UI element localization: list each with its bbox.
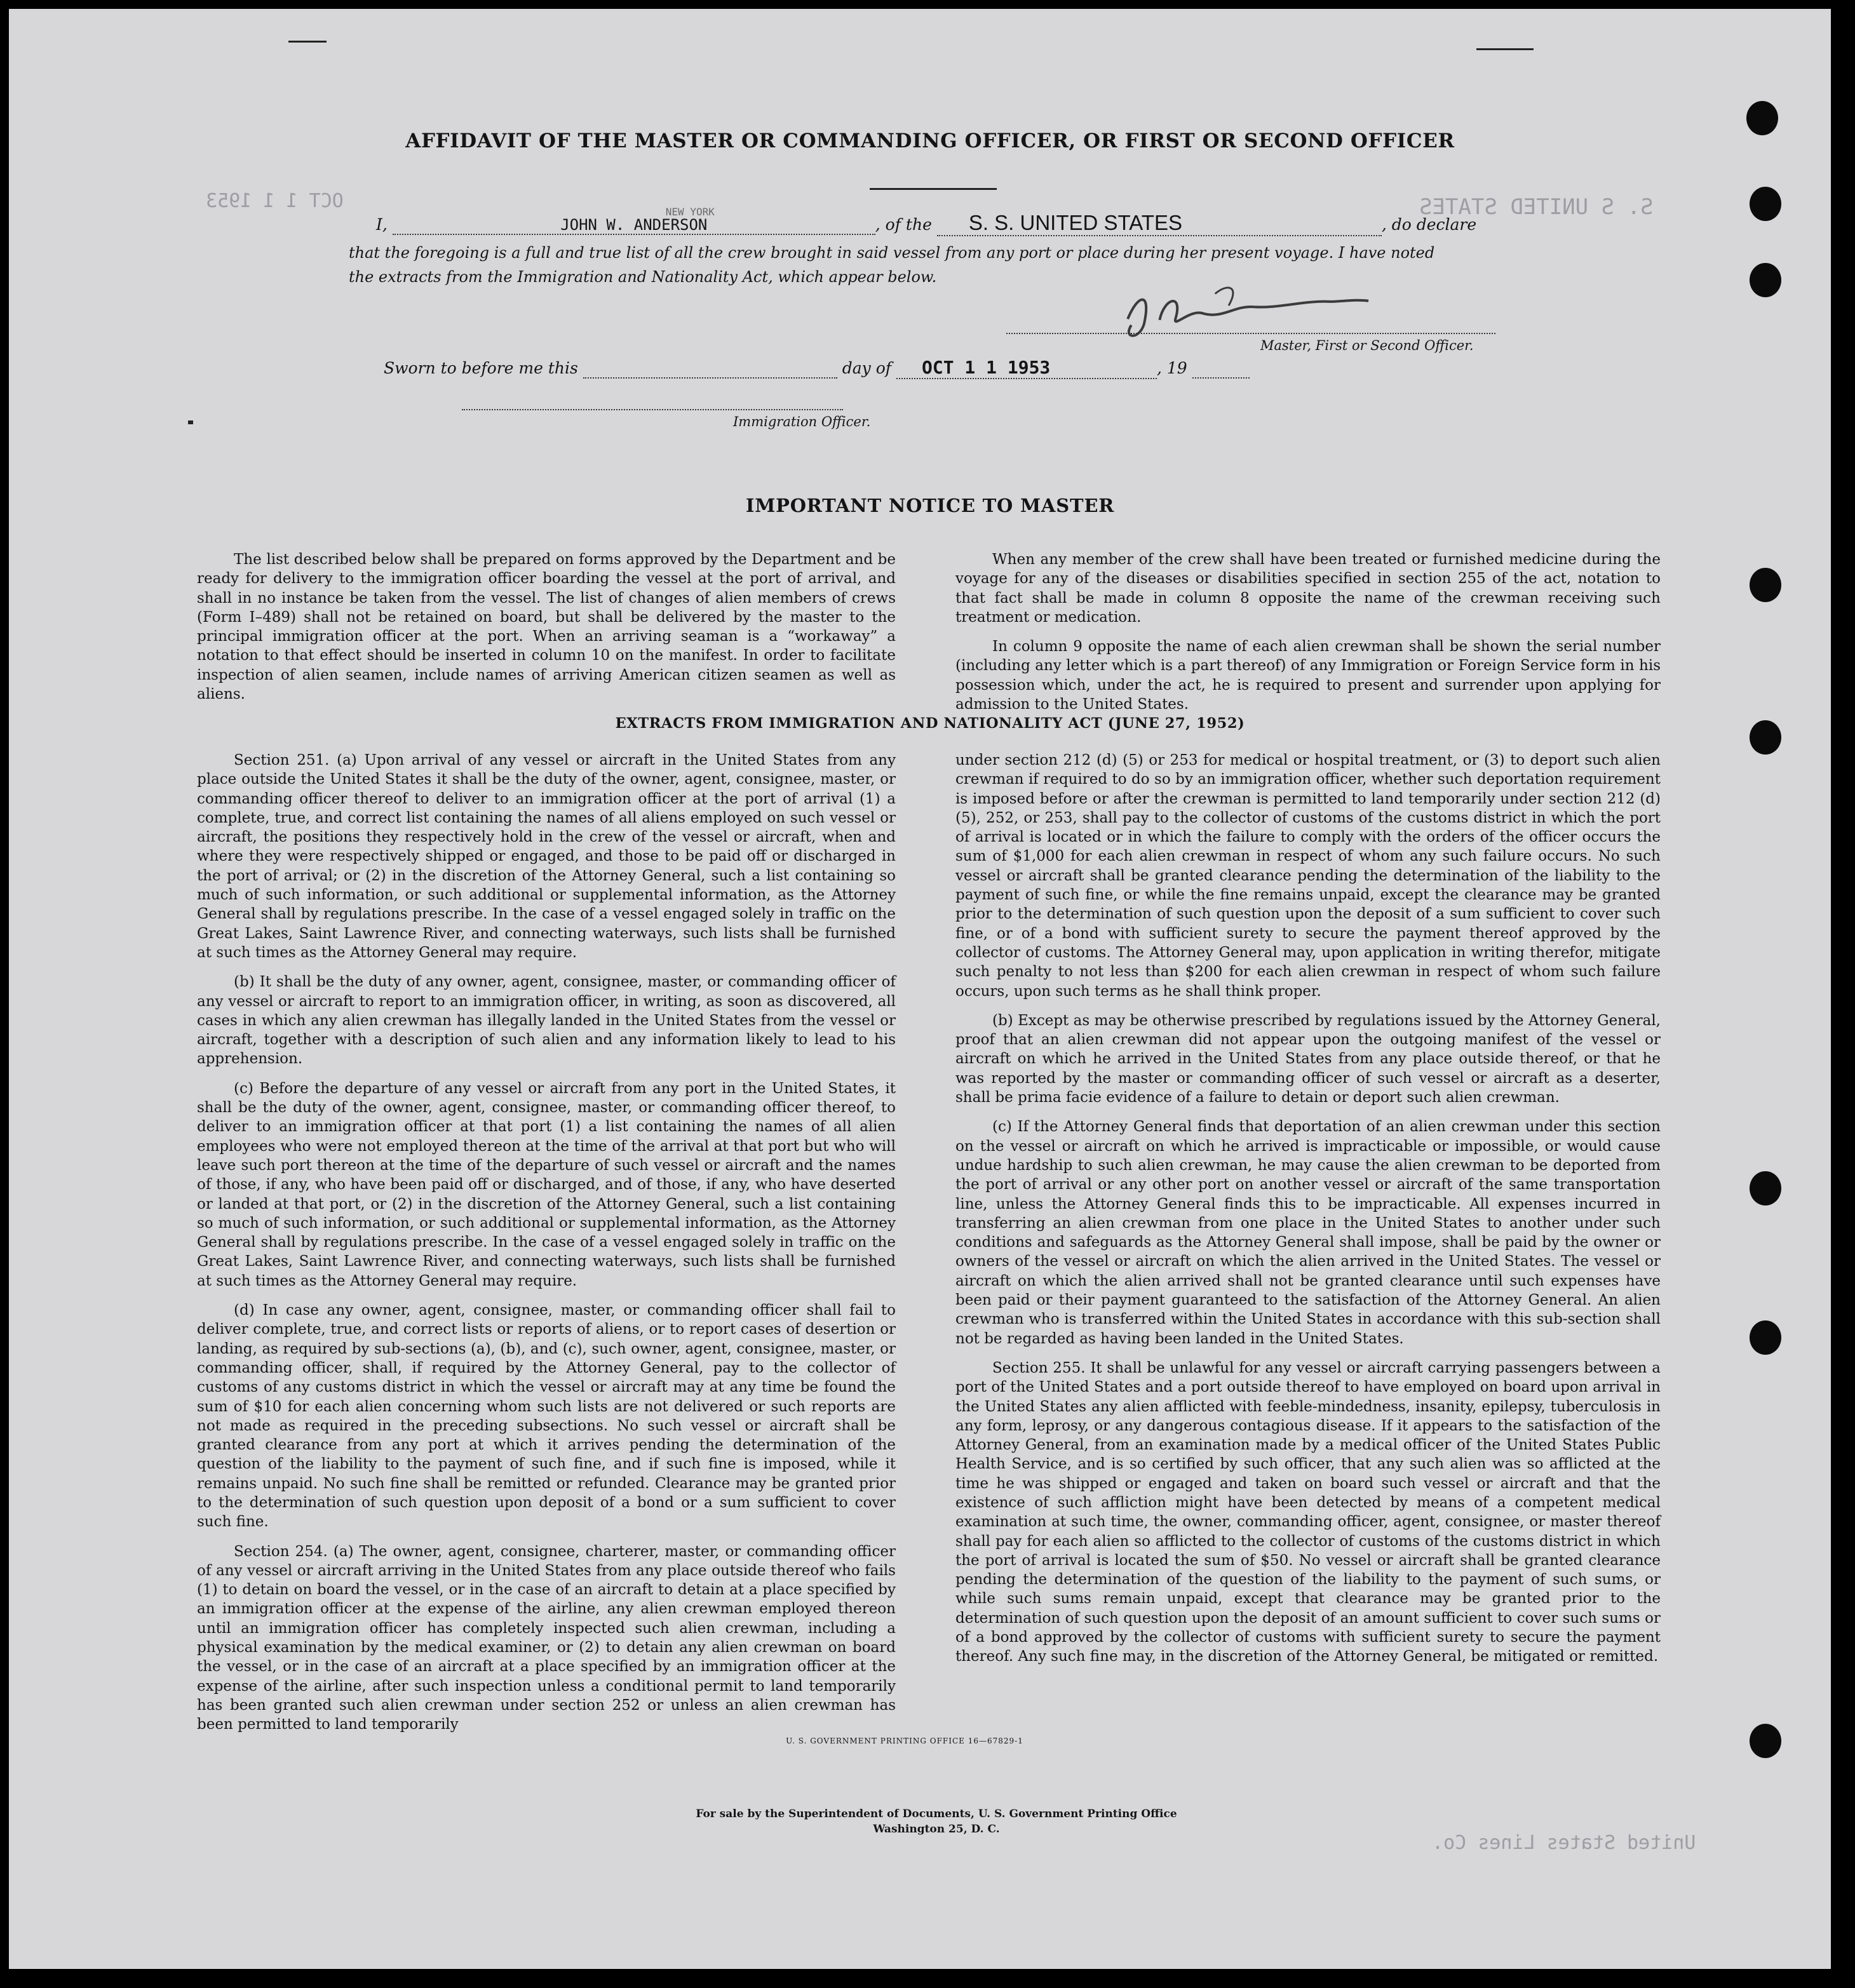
- notice-left-paragraph: The list described below shall be prepared on forms approved by the Department and be ready for delivery to the immigration officer boarding the vessel at the port of arrival, and shall in no instance be taken from the vessel. The list of changes of alien members of crews (Form I–489) shall not be retained on board, but shall be delivered by the master to the principal immigration officer at the port. When an arriving seaman is a “workaway” a notation to that effect should be inserted in column 10 on the manifest. In order to facilitate inspection of alien seamen, include names of arriving American citizen seamen as well as aliens.: [197, 551, 896, 703]
- notice-right-paragraph-1: When any member of the crew shall have been treated or furnished medicine during the voyage for any of the diseases or disabilities specified in section 255 of the act, notation to that fact shall be made in column 8 opposite the name of the crewman receiving such treatment or medication.: [955, 551, 1661, 626]
- binder-hole: [1750, 1320, 1781, 1355]
- affidavit-title: AFFIDAVIT OF THE MASTER OR COMMANDING OFFICER, OR FIRST OR SECOND OFFICER: [405, 130, 1455, 152]
- name-overprint: NEW YORK: [665, 206, 715, 218]
- sale-line-2: Washington 25, D. C.: [873, 1823, 1000, 1836]
- section-251-d: (d) In case any owner, agent, consignee, master, or commanding officer shall fail to deliver complete, true, and correct lists or reports of aliens, or to report cases of desertion or landing, as required by sub-sections (a), (b), and (c), such owner, agent, consignee, master, or commanding officer, shall, if required by the Attorney General, pay to the collector of customs of any customs district in which the vessel or aircraft may at any time be found the sum of $10 for each alien concerning whom such lists are not delivered or such reports are not made as required in the preceding subsections. No such vessel or aircraft shall be granted clearance from any port at which it arrives pending the determination of the question of the liability to the payment of such fine, and if such fine is imposed, while it remains unpaid. No such fine shall be remitted or refunded. Clearance may be granted prior to the determination of such question upon deposit of a bond or a sum sufficient to cover such fine.: [197, 1302, 896, 1531]
- signature-label: Master, First or Second Officer.: [1260, 338, 1474, 353]
- binder-hole: [1750, 568, 1781, 602]
- declaration-statement-1: that the foregoing is a full and true list of all the crew brought in said vessel from any port or place during her present voyage. I have noted: [349, 244, 1435, 262]
- immigration-officer-line: [462, 409, 843, 410]
- section-254-a: Section 254. (a) The owner, agent, consignee, charterer, master, or commanding officer of any vessel or aircraft arriving in the United States from any place outside thereof who fails (1) to detain on board the vessel, or in the case of an aircraft to detain at a place specified by an immigration officer at the expense of the airline, any alien crewman employed thereon until an immigration officer has completely inspected such alien crewman, including a physical examination by the medical examiner, or (2) to detain any alien crewman on board the vessel, or in the case of an aircraft at a place specified by an immigration officer at the expense of the airline, after such inspection unless a conditional permit to land temporarily has been granted such alien crewman under section 252 or unless an alien crewman has been permitted to land temporarily: [197, 1543, 896, 1733]
- extracts-left-column: [197, 751, 896, 1745]
- master-name: JOHN W. ANDERSON: [560, 216, 708, 234]
- bleedthrough-vessel: S. S UNITED STATES: [1419, 194, 1654, 220]
- printing-office-line: U. S. GOVERNMENT PRINTING OFFICE 16—67829-1: [786, 1736, 1023, 1745]
- binder-hole: [1750, 263, 1781, 297]
- section-254-c: (c) If the Attorney General finds that deportation of an alien crewman under this section on the vessel or aircraft on which he arrived is impracticable or impossible, or would cause undue hardship to such alien crewman, he may cause the alien crewman to be deported from the port of arrival or any other port on another vessel or aircraft of the same transportation line, unless the Attorney General finds this to be impracticable. All expenses incurred in transferring an alien crewman from one place in the United States to another under such conditions and safeguards as the Attorney General shall impose, shall be paid by the owner or owners of the vessel or aircraft on which the alien arrived in the United States. The vessel or aircraft on which the alien arrived shall not be granted clearance until such expenses have been paid or their payment guaranteed to the satisfaction of the Attorney General. An alien crewman who is transferred within the United States in accordance with this sub-section shall not be regarded as having been landed in the United States.: [955, 1118, 1661, 1347]
- section-251-c: (c) Before the departure of any vessel or aircraft from any port in the United States, it shall be the duty of the owner, agent, consignee, master, or commanding officer thereof, to deliver to an immigration officer at that port (1) a list containing the names of all alien employees who were not employed thereon at the time of the arrival at that port but who will leave such port thereon at the time of the departure of such vessel or aircraft and the names of those, if any, who have been paid off or discharged, and of those, if any, who have deserted or landed at that port, or (2) in the discretion of the Attorney General, such a list containing so much of such information, or such additional or supplemental information, as the Attorney General shall by regulations prescribe. In the case of a vessel engaged solely in traffic on the Great Lakes, Saint Lawrence River, and connecting waterways, such lists shall be furnished at such times as the Attorney General may require.: [197, 1080, 896, 1289]
- of-the-label: , of the: [875, 215, 932, 234]
- sworn-line: [384, 357, 1337, 379]
- binder-hole: [1746, 101, 1778, 135]
- i-label: I,: [376, 215, 388, 234]
- day-of-label: day of: [842, 359, 892, 377]
- year-label: , 19: [1157, 359, 1187, 377]
- notice-title: IMPORTANT NOTICE TO MASTER: [745, 495, 1115, 516]
- section-251-b: (b) It shall be the duty of any owner, agent, consignee, master, or commanding officer of any vessel or aircraft to report to an immigration officer, in writing, as soon as discovered, all cases in which any alien crewman has illegally landed in the United States from the vessel or aircraft, together with a description of such alien and any information likely to lead to his apprehension.: [197, 974, 896, 1068]
- section-254-b: (b) Except as may be otherwise prescribed by regulations issued by the Attorney General, proof that an alien crewman did not appear upon the outgoing manifest of the vessel or aircraft on which he arrived in the United States from any place outside thereof, or that he was reported by the master or commanding officer of such vessel or aircraft as a deserter, shall be prima facie evidence of a failure to detain or deport such alien crewman.: [955, 1012, 1661, 1106]
- immigration-officer-label: Immigration Officer.: [733, 414, 871, 429]
- sworn-label: Sworn to before me this: [384, 359, 578, 377]
- document-page: [9, 9, 1831, 1969]
- vessel-field: [937, 211, 1382, 236]
- binder-hole: [1750, 187, 1781, 221]
- notice-left-column: [197, 550, 896, 714]
- declaration-line: [376, 206, 1647, 236]
- do-declare-label: , do declare: [1381, 215, 1477, 234]
- sale-line-1: For sale by the Superintendent of Documents, U. S. Government Printing Office: [696, 1808, 1177, 1820]
- signature-line: [1006, 333, 1495, 334]
- extracts-right-column: [955, 751, 1661, 1677]
- notice-right-column: [955, 550, 1661, 724]
- stray-mark: [188, 420, 193, 424]
- master-name-field: [393, 206, 875, 235]
- binder-hole: [1750, 720, 1781, 755]
- declaration-statement-2: the extracts from the Immigration and Nationality Act, which appear below.: [349, 268, 937, 286]
- section-255: Section 255. It shall be unlawful for any vessel or aircraft carrying passengers between a port of the United States and a port outside thereof to have employed on board upon arrival in the United States any alien afflicted with feeble-mindedness, insanity, epilepsy, tuberculosis in any form, leprosy, or any dangerous contagious disease. If it appears to the satisfaction of the Attorney General, from an examination made by a medical officer of the United States Public Health Service, and is so certified by such officer, that any such alien was so afflicted at the time he was shipped or engaged and taken on board such vessel or aircraft and that the existence of such affliction might have been detected by means of a competent medical examination at such time, the owner, commanding officer, agent, consignee, or master thereof shall pay for each alien so afflicted to the collector of customs of the customs district in which the port of arrival is located the sum of $50. No vessel or aircraft shall be granted clearance pending the determination of the question of the liability to the payment of such sums, or while such sums remain unpaid, except that clearance may be granted prior to the determination of such question upon the deposit of an amount sufficient to cover such sums or of a bond approved by the collector of customs with sufficient surety to secure the payment thereof. Any such fine may, in the discretion of the Attorney General, be mitigated or remitted.: [955, 1359, 1661, 1665]
- date-stamp-field: [896, 357, 1157, 379]
- vessel-name: S. S. UNITED STATES: [968, 211, 1182, 234]
- bleedthrough-company: United States Lines Co.: [1432, 1832, 1696, 1854]
- sworn-day-field: [583, 359, 837, 379]
- stray-mark: [1476, 48, 1534, 50]
- bleedthrough-date: OCT 1 1 1953: [206, 190, 344, 212]
- notice-right-paragraph-2: In column 9 opposite the name of each alien crewman shall be shown the serial number (including any letter which is a part thereof) of any Immigration or Foreign Service form in his possession which, under the act, he is required to present and surrender upon applying for admission to the United States.: [955, 638, 1661, 713]
- section-251-a: Section 251. (a) Upon arrival of any vessel or aircraft in the United States from any place outside the United States it shall be the duty of the owner, agent, consignee, master, or commanding officer thereof to deliver to an immigration officer at the port of arrival (1) a complete, true, and correct list containing the names of all aliens employed on such vessel or aircraft, the positions they respectively hold in the crew of the vessel or aircraft, when and where they were respectively shipped or engaged, and those to be paid off or discharged in the port of arrival; or (2) in the discretion of the Attorney General, such a list containing so much of such information, or such additional or supplemental information, as the Attorney General shall by regulations prescribe. In the case of a vessel engaged solely in traffic on the Great Lakes, Saint Lawrence River, and connecting waterways, such lists shall be furnished at such times as the Attorney General may require.: [197, 752, 896, 961]
- stray-mark: [288, 41, 327, 43]
- title-rule: [870, 188, 997, 190]
- section-254-a-continued: under section 212 (d) (5) or 253 for medical or hospital treatment, or (3) to deport such alien crewman if required to do so by an immigration officer, whether such deportation requirement is imposed before or after the crewman is permitted to land temporarily under section 212 (d) (5), 252, or 253, shall pay to the collector of customs of the customs district in which the port of arrival is located or in which the failure to comply with the orders of the officer occurs the sum of $1,000 for each alien crewman in respect of whom any such failure occurs. No such vessel or aircraft shall be granted clearance pending the determination of the liability to the payment of such fine, or while the fine remains unpaid, except the clearance may be granted prior to the determination of such question upon the deposit of a sum sufficient to cover such fine, or of a bond with sufficient surety to secure the payment thereof approved by the collector of customs. The Attorney General may, upon application in writing therefor, mitigate such penalty to not less than $200 for each alien crewman in respect of whom such failure occurs, upon such terms as he shall think proper.: [955, 752, 1661, 1000]
- year-field: [1192, 359, 1250, 379]
- binder-hole: [1750, 1171, 1781, 1206]
- binder-hole: [1750, 1724, 1781, 1758]
- extracts-title: EXTRACTS FROM IMMIGRATION AND NATIONALITY ACT (JUNE 27, 1952): [615, 715, 1245, 732]
- date-stamp: OCT 1 1 1953: [922, 357, 1051, 378]
